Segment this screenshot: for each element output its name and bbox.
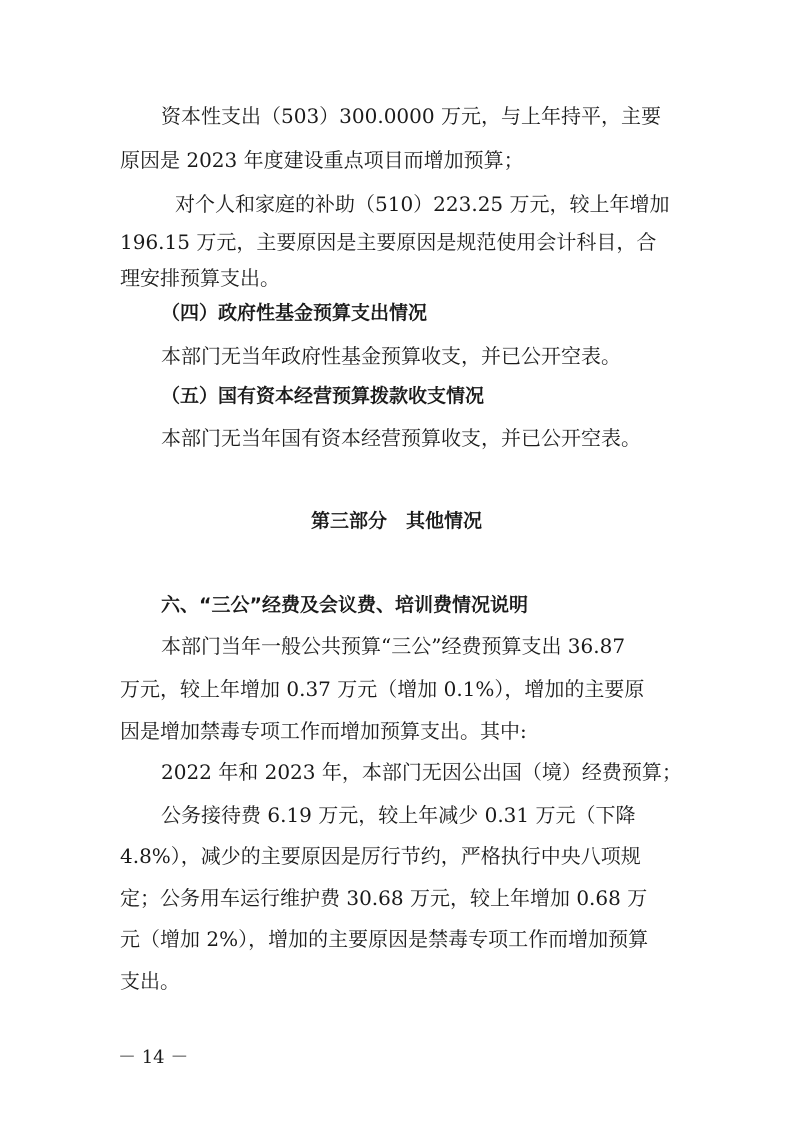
body-text-line: 2022 年和 2023 年，本部门无因公出国（境）经费预算； [161,760,682,784]
body-text-line: 万元，较上年增加 0.37 万元（增加 0.1%），增加的主要原 [120,677,645,701]
body-text-line: 本部门无当年政府性基金预算收支，并已公开空表。 [161,344,621,368]
body-text-line: 元（增加 2%），增加的主要原因是禁毒专项工作而增加预算 [120,927,649,951]
section-heading-6: 六、“三公”经费及会议费、培训费情况说明 [161,594,528,616]
body-text-line: 支出。 [120,969,180,993]
section-heading-5: （五）国有资本经营预算拨款收支情况 [161,385,485,407]
body-text-line: 因是增加禁毒专项工作而增加预算支出。其中: [120,719,527,743]
body-text-line: 本部门当年一般公共预算“三公”经费预算支出 36.87 [161,634,626,658]
body-text-line: 理安排预算支出。 [120,266,280,290]
part-title: 第三部分 其他情况 [310,510,482,532]
body-text-line: 公务接待费 6.19 万元，较上年减少 0.31 万元（下降 [161,803,636,827]
body-text-line: 196.15 万元，主要原因是主要原因是规范使用会计科目，合 [120,230,657,254]
body-text-line: 资本性支出（503）300.0000 万元，与上年持平，主要 [161,104,661,128]
body-text-line: 对个人和家庭的补助（510）223.25 万元，较上年增加 [175,192,670,216]
page-number: － 14 － [118,1047,189,1068]
body-text-line: 4.8%），减少的主要原因是厉行节约，严格执行中央八项规 [120,844,641,868]
body-text-line: 定；公务用车运行维护费 30.68 万元，较上年增加 0.68 万 [120,886,648,910]
body-text-line: 本部门无当年国有资本经营预算收支，并已公开空表。 [161,426,641,450]
section-heading-4: （四）政府性基金预算支出情况 [161,302,428,324]
body-text-line: 原因是 2023 年度建设重点项目而增加预算； [120,148,524,172]
